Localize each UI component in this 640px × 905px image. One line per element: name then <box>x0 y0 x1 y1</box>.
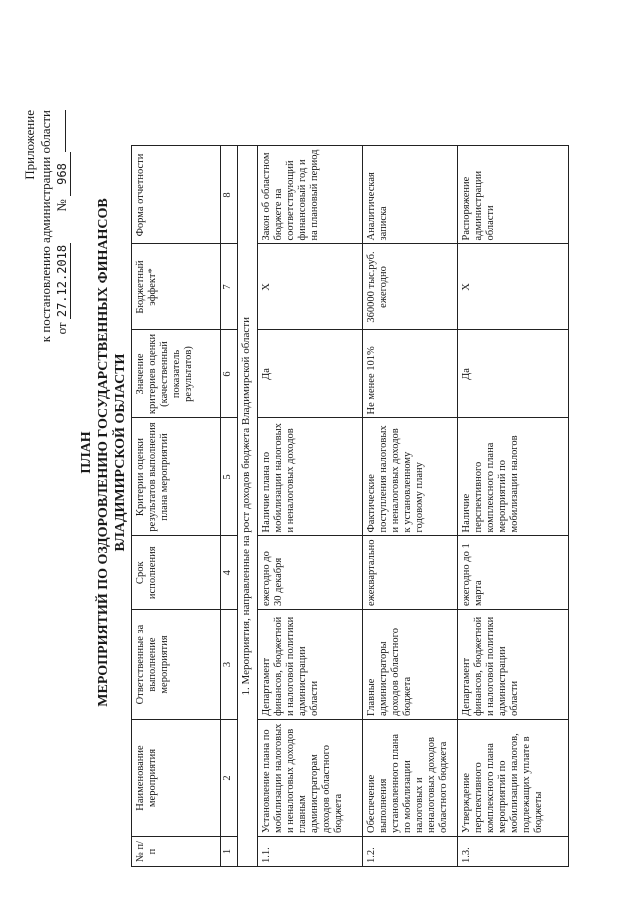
header-cell: № п/п <box>132 837 221 867</box>
column-number: 6 <box>221 330 238 418</box>
header-cell: Форма отчетности <box>132 146 221 244</box>
header-cell: Ответственные за выполнение мероприятия <box>132 610 221 720</box>
appendix-title: Приложение <box>22 110 37 180</box>
criteria: Фактические поступления налоговых и неналоговых доходов к установленному годовому плану <box>363 418 458 536</box>
report-form: Аналитическая записка <box>363 146 458 244</box>
header-cell: Значение критериев оценки (качественный показатель результатов) <box>132 330 221 418</box>
header-cell: Бюджетный эффект* <box>132 244 221 330</box>
term: ежеквартально <box>363 536 458 610</box>
responsible: Главные администраторы доходов областного бюджета <box>363 610 458 720</box>
measure-name: Утверждение перспективного комплексного плана мероприятий по мобилизации налогов, подлежащих уплате в бюджеты <box>458 720 569 837</box>
title-line-1: ПЛАН <box>79 431 94 474</box>
header-cell: Критерии оценки результатов выполнения плана мероприятий <box>132 418 221 536</box>
responsible: Департамент финансов, бюджетной и налоговой политики администрации области <box>458 610 569 720</box>
column-number: 2 <box>221 720 238 837</box>
term: ежегодно до 1 марта <box>458 536 569 610</box>
table-row <box>258 146 363 867</box>
measure-name: Обеспечение выполнения установленного плана по мобилизации налоговых и неналоговых доходов областного бюджета <box>363 720 458 837</box>
responsible: Департамент финансов, бюджетной и налоговой политики администрации области <box>258 610 363 720</box>
plan-table <box>131 146 569 868</box>
column-number: 4 <box>221 536 238 610</box>
column-number: 3 <box>221 610 238 720</box>
budget-effect: Х <box>458 244 569 330</box>
row-number: 1.3. <box>458 837 569 867</box>
column-number: 8 <box>221 146 238 244</box>
title-line-2: МЕРОПРИЯТИЙ ПО ОЗДОРОВЛЕНИЮ ГОСУДАРСТВЕННЫХ ФИНАНСОВ <box>96 198 111 707</box>
budget-effect: 360000 тыс.руб. ежегодно <box>363 244 458 330</box>
section-row <box>238 146 258 867</box>
date-prefix: от <box>54 322 69 335</box>
table-header-row <box>132 146 221 867</box>
row-number: 1.2. <box>363 837 458 867</box>
number-prefix: № <box>54 199 69 212</box>
criteria: Наличие перспективного комплексного плана мероприятий по мобилизации налогов <box>458 418 569 536</box>
table-row <box>458 146 569 867</box>
header-cell: Наименование мероприятия <box>132 720 221 837</box>
term: ежегодно до 30 декабря <box>258 536 363 610</box>
report-form: Закон об областном бюджете на соответствующий финансовый год и на плановый период <box>258 146 363 244</box>
criteria-value: Не менее 101% <box>363 330 458 418</box>
appendix-date-number <box>54 110 71 342</box>
resolution-number: 968 <box>54 152 71 196</box>
appendix-block <box>22 110 71 342</box>
report-form: Распоряжение администрации области <box>458 146 569 244</box>
table-row <box>363 146 458 867</box>
column-number: 5 <box>221 418 238 536</box>
criteria-value: Да <box>458 330 569 418</box>
number-underline <box>65 110 66 152</box>
criteria: Наличие плана по мобилизации налоговых и неналоговых доходов <box>258 418 363 536</box>
appendix-resolution: к постановлению администрации области <box>38 110 53 343</box>
column-number: 7 <box>221 244 238 330</box>
header-cell: Срок исполнения <box>132 536 221 610</box>
title-line-3: ВЛАДИМИРСКОЙ ОБЛАСТИ <box>113 353 128 552</box>
document-title <box>78 0 129 905</box>
resolution-date: 27.12.2018 <box>55 244 69 318</box>
criteria-value: Да <box>258 330 363 418</box>
row-number: 1.1. <box>258 837 363 867</box>
column-number: 1 <box>221 837 238 867</box>
section-title: 1. Мероприятия, направленные на рост доходов бюджета Владимирской области <box>238 146 258 867</box>
measure-name: Установление плана по мобилизации налоговых и неналоговых доходов главным администраторам доходов областного бюджета <box>258 720 363 837</box>
budget-effect: Х <box>258 244 363 330</box>
column-numbers-row <box>221 146 238 867</box>
